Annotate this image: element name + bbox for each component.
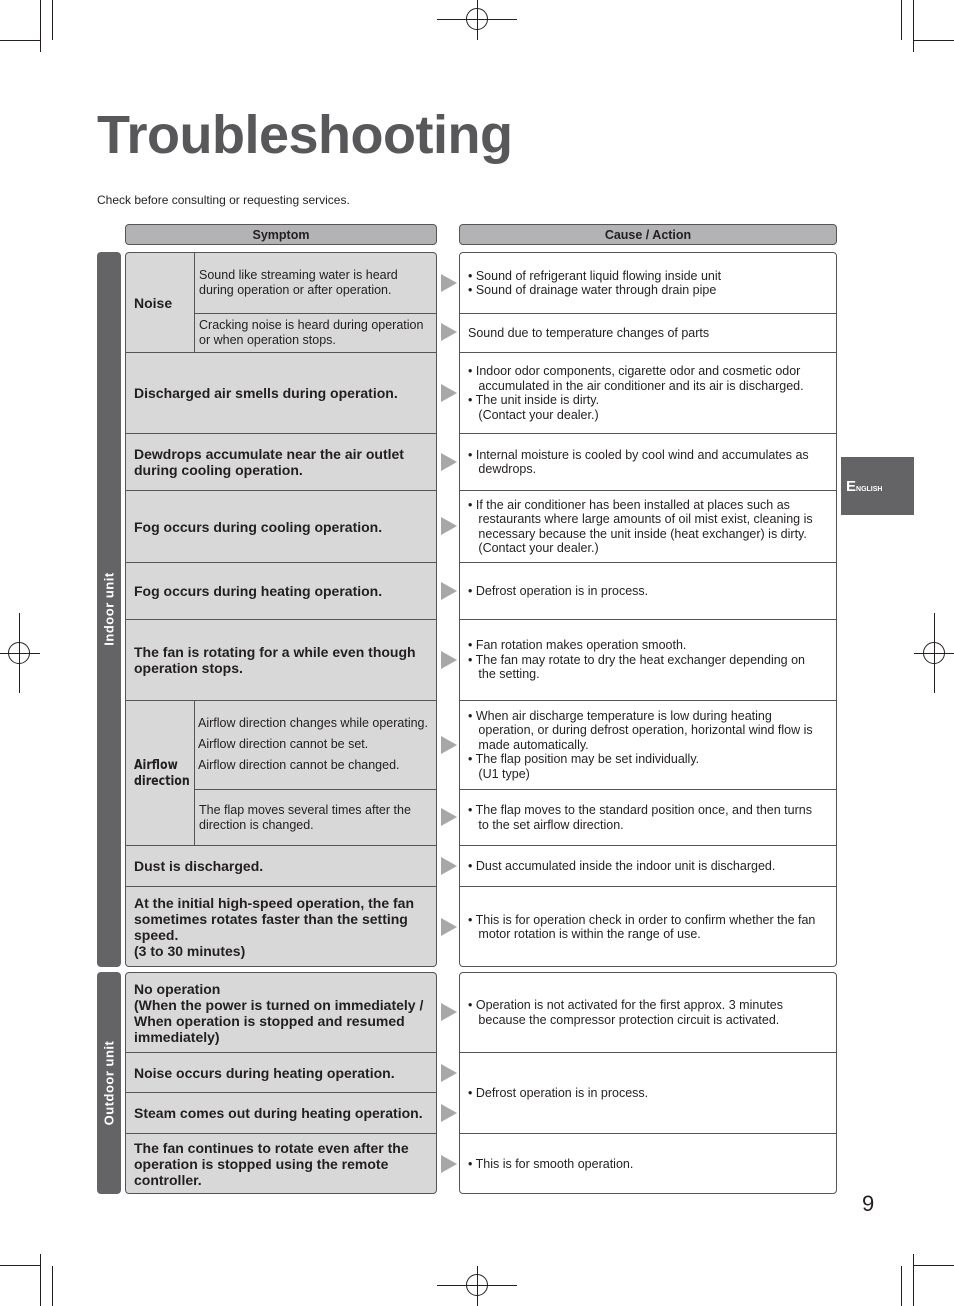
steam-symptom: Steam comes out during heating operation. bbox=[134, 1105, 423, 1121]
arrow-icon bbox=[441, 1003, 457, 1021]
arrow-icon bbox=[441, 1104, 457, 1122]
language-tab-initial: E bbox=[846, 478, 857, 495]
arrow-icon bbox=[441, 857, 457, 875]
no-operation-symptom: No operation (When the power is turned on immediately / When operation is stopped and resumed immediately) bbox=[134, 980, 424, 1045]
airflow-symptom-2: The flap moves several times after the direction is changed. bbox=[199, 802, 411, 832]
no-operation-cause: • Operation is not activated for the first approx. 3 minutes because the compressor protection circuit is activated. bbox=[468, 998, 783, 1027]
arrow-icon bbox=[441, 651, 457, 669]
noise-label: Noise bbox=[134, 294, 173, 311]
indoor-unit-bar bbox=[97, 252, 121, 967]
noise-heating-symptom: Noise occurs during heating operation. bbox=[134, 1064, 395, 1081]
arrow-icon bbox=[441, 918, 457, 936]
fan-rotating-symptom: The fan is rotating for a while even though operation stops. bbox=[134, 644, 416, 676]
noise-symptom-1: Sound like streaming water is heard during operation or after operation. bbox=[199, 268, 398, 297]
dew-symptom: Dewdrops accumulate near the air outlet during cooling operation. bbox=[134, 446, 404, 478]
dust-cause: • Dust accumulated inside the indoor unit is discharged. bbox=[468, 858, 776, 873]
symptom-header: Symptom bbox=[125, 224, 437, 245]
dust-symptom: Dust is discharged. bbox=[134, 858, 264, 874]
outdoor-unit-label: Outdoor unit bbox=[101, 1040, 117, 1126]
noise-cause-1: • Sound of refrigerant liquid flowing inside unit • Sound of drainage water through drain pipe bbox=[468, 268, 722, 297]
steam-cause: • Defrost operation is in process. bbox=[468, 1085, 649, 1100]
indoor-unit-label: Indoor unit bbox=[101, 572, 117, 646]
page-number: 9 bbox=[862, 1191, 875, 1216]
fan-rotating-cause: • Fan rotation makes operation smooth. • The fan may rotate to dry the heat exchanger depending on the setting. bbox=[468, 638, 806, 682]
noise-symptom-2: Cracking noise is heard during operation or when operation stops. bbox=[199, 318, 424, 347]
airflow-symptom-1b: Airflow direction cannot be set. bbox=[198, 737, 369, 751]
airflow-cause-1: • When air discharge temperature is low during heating operation, or during defrost operation, horizontal wind flow is made automatically. • The flap position may be set individually. (U1 type) bbox=[468, 708, 813, 781]
arrow-icon bbox=[441, 736, 457, 754]
fog-heating-symptom: Fog occurs during heating operation. bbox=[134, 583, 383, 599]
fan-continues-symptom: The fan continues to rotate even after the operation is stopped using the remote controller. bbox=[134, 1140, 409, 1188]
noise-cause-2: Sound due to temperature changes of parts bbox=[468, 325, 710, 340]
highspeed-symptom: At the initial high-speed operation, the fan sometimes rotates faster than the setting speed. (3 to 30 minutes) bbox=[134, 895, 415, 959]
arrow-icon bbox=[441, 582, 457, 600]
airflow-label: Airflow direction bbox=[134, 758, 190, 789]
arrow-icon bbox=[441, 323, 457, 341]
cause-header: Cause / Action bbox=[459, 224, 837, 245]
smell-symptom: Discharged air smells during operation. bbox=[134, 385, 398, 401]
fog-heating-cause: • Defrost operation is in process. bbox=[468, 583, 649, 598]
highspeed-cause: • This is for operation check in order to confirm whether the fan motor rotation is within the range of use. bbox=[468, 912, 816, 941]
arrow-icon bbox=[441, 517, 457, 535]
language-tab bbox=[841, 457, 914, 515]
arrow-icon bbox=[441, 1155, 457, 1173]
fog-cooling-symptom: Fog occurs during cooling operation. bbox=[134, 518, 383, 535]
language-tab-rest: NGLISH bbox=[856, 486, 883, 493]
dew-cause: • Internal moisture is cooled by cool wind and accumulates as dewdrops. bbox=[468, 447, 809, 476]
outdoor-unit-bar bbox=[97, 972, 121, 1194]
arrow-icon bbox=[441, 808, 457, 826]
arrow-icon bbox=[441, 1064, 457, 1082]
smell-cause: • Indoor odor components, cigarette odor and cosmetic odor accumulated in the air conditioner and its air is discharged. • The unit inside is dirty. (Contact your dealer.) bbox=[468, 364, 804, 422]
fan-continues-cause: • This is for smooth operation. bbox=[468, 1156, 634, 1171]
fog-cooling-cause: • If the air conditioner has been installed at places such as restaurants where large amounts of oil mist exist, cleaning is necessary because the unit inside (heat exchanger) is dirty. (Contact your dealer.) bbox=[468, 497, 813, 555]
airflow-symptom-1a: Airflow direction changes while operating. bbox=[198, 716, 428, 730]
airflow-cause-2: • The flap moves to the standard position once, and then turns to the set airflow direction. bbox=[468, 803, 812, 832]
intro-text: Check before consulting or requesting services. bbox=[97, 193, 350, 207]
airflow-symptom-1c: Airflow direction cannot be changed. bbox=[198, 758, 400, 772]
arrow-icon bbox=[441, 274, 457, 292]
page-title: Troubleshooting bbox=[97, 105, 513, 165]
arrow-icon bbox=[441, 453, 457, 471]
arrow-icon bbox=[441, 384, 457, 402]
